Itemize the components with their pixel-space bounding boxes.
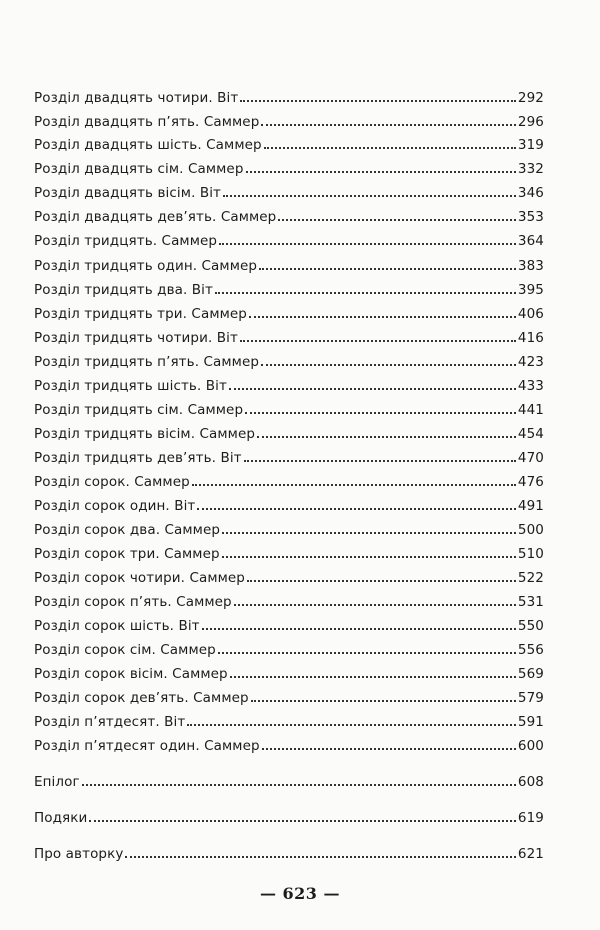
dot-leader xyxy=(240,100,516,102)
toc-entry xyxy=(34,229,544,249)
toc-entry xyxy=(34,470,544,490)
toc-entry-title: Розділ сорок вісім. Саммер xyxy=(34,666,228,682)
dot-leader xyxy=(261,124,516,126)
toc-entry xyxy=(34,590,544,610)
toc-entry xyxy=(34,422,544,442)
toc-entry-page: 621 xyxy=(517,846,544,862)
toc-entry-title: Розділ сорок п’ять. Саммер xyxy=(34,594,232,610)
toc-entry-title: Розділ тридцять шість. Віт xyxy=(34,378,227,394)
toc-entry-page: 353 xyxy=(517,209,544,225)
toc-entry xyxy=(34,278,544,298)
toc-entry xyxy=(34,566,544,586)
toc-entry-page: 608 xyxy=(517,774,544,790)
toc-entry-page: 476 xyxy=(517,474,544,490)
dot-leader xyxy=(262,748,516,750)
toc-entry-page: 500 xyxy=(517,522,544,538)
toc-entry-page: 510 xyxy=(517,546,544,562)
dot-leader xyxy=(246,171,516,173)
toc-entry-title: Розділ тридцять п’ять. Саммер xyxy=(34,354,260,370)
toc-entry-title: Розділ тридцять вісім. Саммер xyxy=(34,426,256,442)
toc-entry-page: 346 xyxy=(517,185,544,201)
toc-entry-title: Розділ сорок. Саммер xyxy=(34,474,190,490)
toc-entry-title: Розділ сорок один. Віт xyxy=(34,498,196,514)
toc-entry-acknowledgements xyxy=(34,806,544,826)
toc-entry-page: 433 xyxy=(517,378,544,394)
toc-entry-page: 423 xyxy=(517,354,544,370)
toc-entry xyxy=(34,686,544,706)
toc-entry-page: 292 xyxy=(517,90,544,106)
toc-entry-title: Розділ двадцять шість. Саммер xyxy=(34,137,262,153)
toc-entry-title: Подяки xyxy=(34,810,88,826)
toc-entry-title: Розділ сорок чотири. Саммер xyxy=(34,570,245,586)
dot-leader xyxy=(230,676,516,678)
dot-leader xyxy=(261,364,516,366)
dot-leader xyxy=(223,195,516,197)
dot-leader xyxy=(219,243,516,245)
toc-entry-title: Розділ двадцять чотири. Віт xyxy=(34,90,239,106)
toc-entry xyxy=(34,518,544,538)
toc-entry-epilogue xyxy=(34,770,544,790)
toc-entry-title: Розділ тридцять один. Саммер xyxy=(34,258,258,274)
toc-entry-title: Епілог xyxy=(34,774,80,790)
toc-entry-title: Розділ п’ятдесят один. Саммер xyxy=(34,738,260,754)
toc-entry-page: 383 xyxy=(517,258,544,274)
toc-entry-page: 319 xyxy=(517,137,544,153)
dot-leader xyxy=(125,856,515,858)
toc-entry xyxy=(34,734,544,754)
dot-leader xyxy=(229,388,516,390)
toc-entry-page: 406 xyxy=(517,306,544,322)
dot-leader xyxy=(187,724,516,726)
toc-entry-title: Розділ п’ятдесят. Віт xyxy=(34,714,186,730)
toc-entry-page: 522 xyxy=(517,570,544,586)
dot-leader xyxy=(202,628,516,630)
toc-entry-about-author xyxy=(34,842,544,862)
toc-entry xyxy=(34,157,544,177)
toc-entry-title: Розділ тридцять три. Саммер xyxy=(34,306,247,322)
dot-leader xyxy=(234,604,516,606)
toc-entry-page: 296 xyxy=(517,114,544,130)
toc-entry-page: 569 xyxy=(517,666,544,682)
dot-leader xyxy=(244,460,516,462)
dot-leader xyxy=(192,484,516,486)
toc-entry-title: Розділ сорок дев’ять. Саммер xyxy=(34,690,249,706)
toc-entry xyxy=(34,614,544,634)
toc-entry xyxy=(34,86,544,106)
toc-entry-title: Розділ тридцять чотири. Віт xyxy=(34,330,238,346)
toc-entry xyxy=(34,326,544,346)
dot-leader xyxy=(215,292,516,294)
dot-leader xyxy=(259,268,516,270)
toc-entry xyxy=(34,181,544,201)
toc-entry-page: 550 xyxy=(517,618,544,634)
toc-entry-page: 531 xyxy=(517,594,544,610)
dot-leader xyxy=(251,700,516,702)
toc-entry-title: Розділ двадцять вісім. Віт xyxy=(34,185,222,201)
toc-entry xyxy=(34,662,544,682)
dot-leader xyxy=(197,508,516,510)
dot-leader xyxy=(247,580,516,582)
dot-leader xyxy=(218,652,516,654)
dot-leader xyxy=(82,784,516,786)
toc-entry-page: 556 xyxy=(517,642,544,658)
toc-entry-title: Розділ двадцять п’ять. Саммер xyxy=(34,114,260,130)
toc-entry-title: Розділ тридцять два. Віт xyxy=(34,282,213,298)
toc-entry xyxy=(34,350,544,370)
dot-leader xyxy=(222,556,516,558)
dot-leader xyxy=(240,340,516,342)
toc-entry-page: 395 xyxy=(517,282,544,298)
toc-entry xyxy=(34,494,544,514)
toc-entry-title: Розділ сорок два. Саммер xyxy=(34,522,221,538)
toc-entry xyxy=(34,446,544,466)
toc-entry-page: 591 xyxy=(517,714,544,730)
toc-entry-page: 364 xyxy=(517,233,544,249)
toc-entry-title: Розділ тридцять дев’ять. Віт xyxy=(34,450,242,466)
toc-entry-page: 579 xyxy=(517,690,544,706)
toc-entry-page: 332 xyxy=(517,161,544,177)
toc-entry xyxy=(34,710,544,730)
dot-leader xyxy=(249,316,516,318)
dot-leader xyxy=(222,532,516,534)
toc-entry-page: 454 xyxy=(517,426,544,442)
toc-entry-page: 619 xyxy=(517,810,544,826)
dot-leader xyxy=(278,219,516,221)
toc-entry-page: 491 xyxy=(517,498,544,514)
toc-entry xyxy=(34,302,544,322)
dot-leader xyxy=(245,412,516,414)
toc-entry xyxy=(34,205,544,225)
toc-entry-page: 416 xyxy=(517,330,544,346)
toc-entry xyxy=(34,638,544,658)
toc-entry-title: Розділ двадцять дев’ять. Саммер xyxy=(34,209,277,225)
toc-entry-title: Розділ сорок шість. Віт xyxy=(34,618,200,634)
toc-entry xyxy=(34,398,544,418)
page-number: — 623 — xyxy=(259,884,341,903)
toc-entry xyxy=(34,374,544,394)
toc-entry xyxy=(34,542,544,562)
toc-entry-page: 600 xyxy=(517,738,544,754)
toc-entry-title: Розділ сорок сім. Саммер xyxy=(34,642,216,658)
dot-leader xyxy=(257,436,516,438)
toc-entry-title: Розділ тридцять. Саммер xyxy=(34,233,218,249)
toc-entry xyxy=(34,110,544,130)
toc-entry-title: Про авторку xyxy=(34,846,124,862)
toc-entry-page: 441 xyxy=(517,402,544,418)
toc-entry-title: Розділ тридцять сім. Саммер xyxy=(34,402,244,418)
dot-leader xyxy=(89,820,516,822)
toc-entry-page: 470 xyxy=(517,450,544,466)
toc-entry-title: Розділ двадцять сім. Саммер xyxy=(34,161,244,177)
toc-entry-title: Розділ сорок три. Саммер xyxy=(34,546,220,562)
toc-entry xyxy=(34,254,544,274)
toc-entry xyxy=(34,133,544,153)
dot-leader xyxy=(264,147,516,149)
